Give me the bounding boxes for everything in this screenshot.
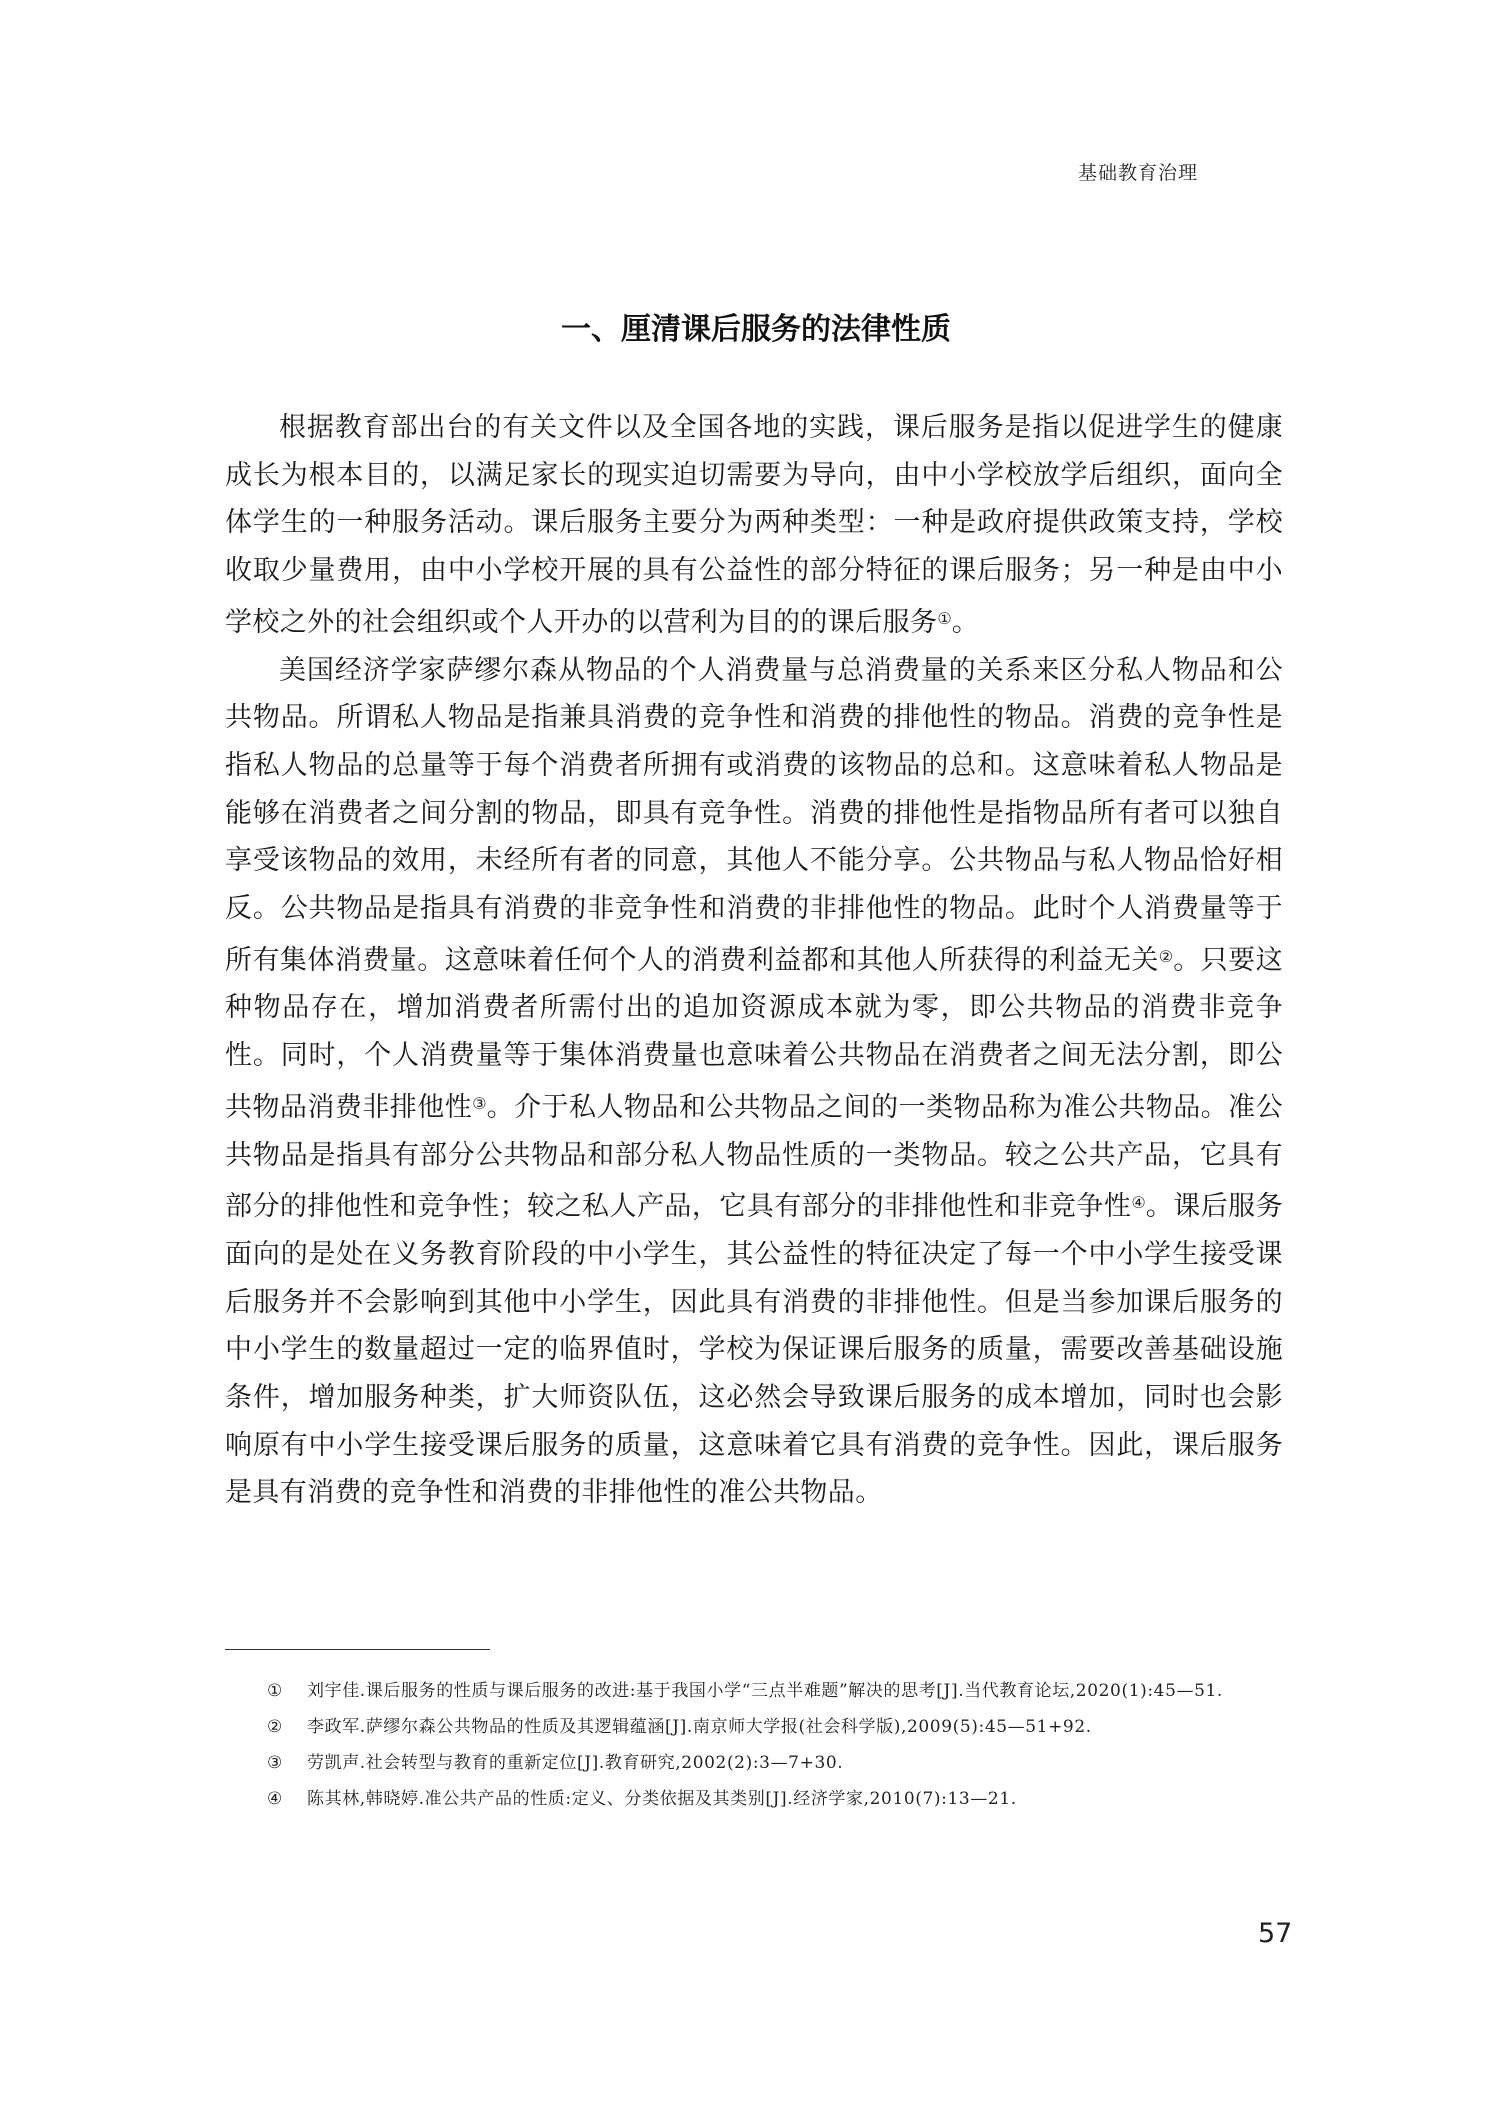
footnote-ref-4[interactable]: ④ [1131, 1193, 1146, 1213]
footnote-text: 李政军.萨缪尔森公共物品的性质及其逻辑蕴涵[J].南京师大学报(社会科学版),2009(5):45—51+92. [307, 1717, 1092, 1737]
footnote-ref-2[interactable]: ② [1158, 946, 1174, 966]
page-number: 57 [1258, 1918, 1293, 1949]
paragraph-2-seg-1: 美国经济学家萨缪尔森从物品的个人消费量与总消费量的关系来区分私人物品和公共物品。所谓私人物品是指兼具消费的竞争性和消费的排他性的物品。消费的竞争性是指私人物品的总量等于每个消费者所拥有或消费的该物品的总和。这意味着私人物品是能够在消费者之间分割的物品，即具有竞争性。消费的排他性是指物品所有者可以独自享受该物品的效用，未经所有者的同意，其他人不能分享。公共物品与私人物品恰好相反。公共物品是指具有消费的非竞争性和消费的非排他性的物品。此时个人消费量等于所有集体消费量。这意味着任何个人的消费利益都和其他人所获得的利益无关 [225, 654, 1283, 976]
footnote-text: 劳凯声.社会转型与教育的重新定位[J].教育研究,2002(2):3—7+30. [307, 1753, 844, 1773]
footnotes [225, 1678, 1283, 1822]
footnote-mark: ② [267, 1717, 283, 1737]
footnote-2 [225, 1714, 1283, 1741]
footnote-mark: ① [267, 1681, 283, 1701]
footnote-mark: ④ [267, 1789, 283, 1809]
paragraph-1-text: 根据教育部出台的有关文件以及全国各地的实践，课后服务是指以促进学生的健康成长为根本目的，以满足家长的现实迫切需要为导向，由中小学校放学后组织，面向全体学生的一种服务活动。课后服务主要分为两种类型：一种是政府提供政策支持，学校收取少量费用，由中小学校开展的具有公益性的部分特征的课后服务；另一种是由中小学校之外的社会组织或个人开办的以营利为目的的课后服务 [225, 412, 1283, 638]
paragraph-1: 根据教育部出台的有关文件以及全国各地的实践，课后服务是指以促进学生的健康成长为根本目的，以满足家长的现实迫切需要为导向，由中小学校放学后组织，面向全体学生的一种服务活动。课后服务主要分为两种类型：一种是政府提供政策支持，学校收取少量费用，由中小学校开展的具有公益性的部分特征的课后服务；另一种是由中小学校之外的社会组织或个人开办的以营利为目的的课后服务①。 [225, 412, 1283, 638]
paragraph-2 [225, 647, 1283, 1518]
footnote-mark: ③ [267, 1753, 283, 1773]
footnote-ref-3[interactable]: ③ [472, 1093, 487, 1113]
footnote-4 [225, 1786, 1283, 1813]
footnote-1 [225, 1678, 1283, 1705]
footnote-text: 陈其林,韩晓婷.准公共产品的性质:定义、分类依据及其类别[J].经济学家,2010(7):13—21. [307, 1789, 1017, 1809]
footnote-divider [225, 1649, 490, 1650]
paragraph-2-seg-3: 。介于私人物品和公共物品之间的一类物品称为准公共物品。准公共物品是指具有部分公共物品和部分私人物品性质的一类物品。较之公共产品，它具有部分的排他性和竞争性；较之私人产品，它具有部分的非排他性和非竞争性 [225, 1091, 1284, 1223]
footnote-3 [225, 1750, 1283, 1777]
paragraph-2-seg-2: 。只要这种物品存在，增加消费者所需付出的追加资源成本就为零，即公共物品的消费非竞争性。同时，个人消费量等于集体消费量也意味着公共物品在消费者之间无法分割，即公共物品消费非排他性 [225, 944, 1283, 1123]
running-head: 基础教育治理 [1078, 162, 1199, 184]
footnote-text: 刘宇佳.课后服务的性质与课后服务的改进:基于我国小学“三点半难题”解决的思考[J].当代教育论坛,2020(1):45—51. [307, 1681, 1223, 1701]
body-text [225, 404, 1283, 1517]
paragraph-2-seg-4: 。课后服务面向的是处在义务教育阶段的中小学生，其公益性的特征决定了每一个中小学生接受课后服务并不会影响到其他中小学生，因此具有消费的非排他性。但是当参加课后服务的中小学生的数量超过一定的临界值时，学校为保证课后服务的质量，需要改善基础设施条件，增加服务种类，扩大师资队伍，这必然会导致课后服务的成本增加，同时也会影响原有中小学生接受课后服务的质量，这意味着它具有消费的竞争性。因此，课后服务是具有消费的竞争性和消费的非排他性的准公共物品。 [225, 1191, 1284, 1509]
section-title: 一、厘清课后服务的法律性质 [561, 312, 951, 347]
footnote-ref-1[interactable]: ① [937, 608, 952, 628]
